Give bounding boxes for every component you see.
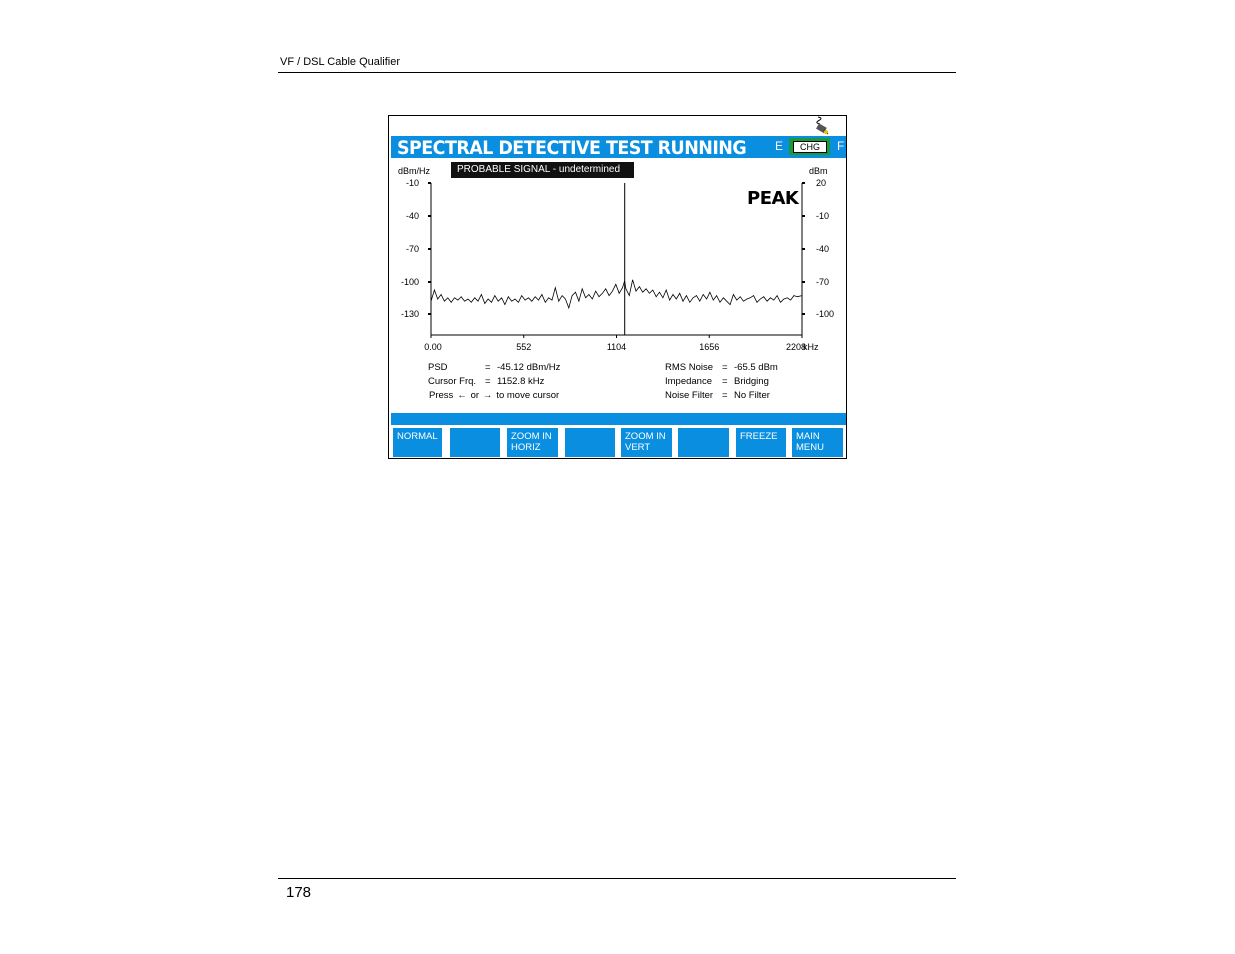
impedance-value: Bridging: [734, 376, 769, 387]
rms-noise-eq: =: [722, 362, 728, 373]
header-rule: [278, 72, 956, 73]
fkey-main-menu[interactable]: MAIN MENU: [792, 428, 843, 457]
right-tick-label: -40: [816, 244, 830, 254]
instrument-screen: [388, 115, 847, 459]
noise-filter-value: No Filter: [734, 390, 770, 401]
right-tick-label: -100: [816, 309, 835, 319]
impedance-eq: =: [722, 376, 728, 387]
x-tick-label: 0.00: [424, 342, 442, 352]
fkey-zoom-in-vert[interactable]: ZOOM IN VERT: [621, 428, 672, 457]
x-tick-label: 1656: [699, 342, 720, 352]
impedance-label: Impedance: [665, 376, 713, 387]
arrow-right-icon: →: [482, 390, 493, 401]
left-tick-label: -130: [400, 309, 419, 319]
psd-eq: =: [485, 362, 491, 373]
cursor-freq-label: Cursor Frq.: [428, 376, 477, 387]
noise-filter-eq: =: [722, 390, 728, 401]
fkey-freeze[interactable]: FREEZE: [736, 428, 786, 457]
psd-label: PSD: [428, 362, 448, 373]
press-text: Press: [429, 390, 454, 401]
left-axis-label: dBm/Hz: [398, 166, 431, 176]
left-tick-label: -10: [405, 178, 419, 188]
x-axis-unit: kHz: [803, 342, 819, 352]
battery-status: CHG: [793, 141, 827, 153]
right-tick-label: -10: [816, 211, 830, 221]
rms-noise-label: RMS Noise: [665, 362, 714, 373]
right-tick-label: 20: [816, 178, 827, 188]
cursor-freq-value: 1152.8 kHz: [497, 376, 545, 387]
document-header: VF / DSL Cable Qualifier: [280, 56, 401, 68]
left-tick-label: -100: [400, 277, 419, 287]
footer-rule: [278, 878, 956, 879]
press-instruction: [429, 390, 559, 401]
cursor-freq-eq: =: [485, 376, 491, 387]
screen-title: SPECTRAL DETECTIVE TEST RUNNING: [397, 137, 747, 159]
fkey-2[interactable]: [450, 428, 500, 457]
move-cursor-text: to move cursor: [496, 390, 560, 401]
noise-filter-label: Noise Filter: [665, 390, 714, 401]
mode-label: PEAK: [747, 188, 799, 209]
signal-badge: PROBABLE SIGNAL - undetermined: [451, 162, 634, 178]
fkey-normal[interactable]: NORMAL: [393, 428, 442, 457]
rms-noise-value: -65.5 dBm: [734, 362, 778, 373]
fkey-4[interactable]: [565, 428, 615, 457]
x-tick-label: 1104: [606, 342, 627, 352]
status-bar: [391, 413, 846, 425]
battery-full-label: F: [837, 139, 845, 153]
or-text: or: [470, 390, 480, 401]
battery-empty-label: E: [775, 139, 784, 153]
spectrum-series-line: [431, 280, 802, 308]
left-tick-label: -70: [405, 244, 419, 254]
left-tick-label: -40: [405, 211, 419, 221]
spectrum-chart: [389, 116, 846, 361]
fkey-zoom-in-horiz[interactable]: ZOOM IN HORIZ: [507, 428, 558, 457]
right-axis-label: dBm: [809, 166, 828, 176]
fkey-6[interactable]: [678, 428, 729, 457]
right-tick-label: -70: [816, 277, 830, 287]
x-tick-label: 2208: [785, 342, 807, 352]
arrow-left-icon: ←: [457, 390, 467, 401]
psd-value: -45.12 dBm/Hz: [497, 362, 561, 373]
x-tick-label: 552: [516, 342, 532, 352]
page-number: 178: [286, 884, 312, 901]
